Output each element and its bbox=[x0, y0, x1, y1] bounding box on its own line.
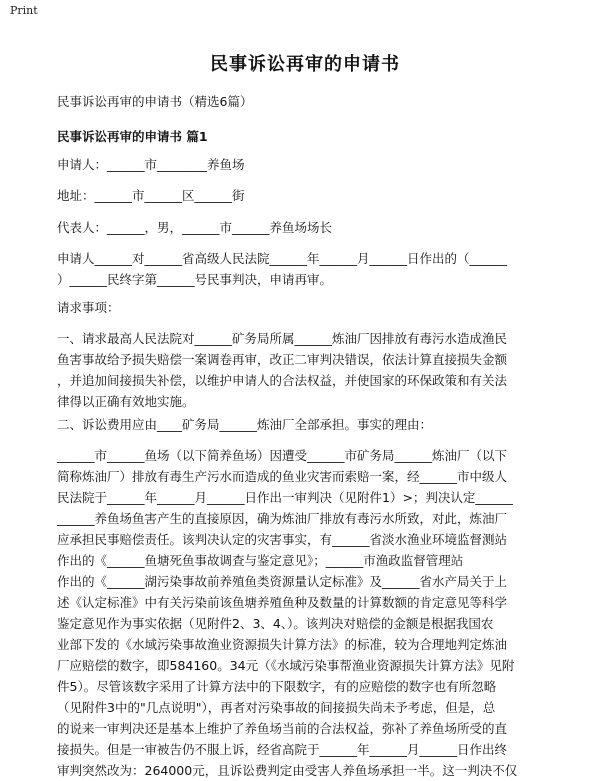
text-line: ______市______鱼场（以下简养鱼场）因遭受______市矿务局______炼油厂（以下 bbox=[57, 448, 508, 463]
text-line: 件5）。尽管该数字采用了计算方法中的下限数字，有的应赔偿的数字也有所忽略 bbox=[57, 679, 497, 694]
claims-heading: 请求事项： bbox=[57, 300, 120, 315]
text-line: 应承担民事赔偿责任。该判决认定的灾害事实，有______省淡水渔业环境监督测站 bbox=[57, 532, 508, 547]
claim-1-paragraph bbox=[57, 328, 553, 412]
representative-line: 代表人：______，男，______市______养鱼场场长 bbox=[57, 220, 333, 235]
text-line: 业部下发的《水域污染事故渔业资源损失计算方法》的标准，较为合理地判定炼油 bbox=[57, 637, 508, 652]
text-line: 厂应赔偿的数字，即584160。34元（《水域污染事帮渔业资源损失计算方法》见附 bbox=[57, 658, 515, 673]
text-line: 一、请求最高人民法院对______矿务局所属______炼油厂因排放有毒污水造成渔民 bbox=[57, 331, 508, 346]
text-line: 述《认定标准》中有关污染前该鱼塘养殖鱼种及数量的计算数额的肯定意见等科学 bbox=[57, 595, 508, 610]
facts-paragraph bbox=[57, 445, 553, 781]
request-paragraph bbox=[57, 248, 553, 290]
intro-text: 民事诉讼再审的申请书（精选6篇） bbox=[57, 94, 253, 109]
print-link[interactable]: Print bbox=[10, 4, 38, 17]
text-line: 申请人______对______省高级人民法院______年______月______日作出的（______ bbox=[57, 251, 508, 266]
text-line: 鉴定意见作为事实依据（见附件2、3、4、）。该判决对赔偿的金额是根据我国农 bbox=[57, 616, 494, 631]
document-title: 民事诉讼再审的申请书 bbox=[210, 54, 400, 75]
text-line: 审判突然改为：264000元，且诉讼费判定由受害人养鱼场承担一半。这一判决不仅 bbox=[57, 763, 518, 778]
text-line: ）______民终字第______号民事判决，申请再审。 bbox=[57, 272, 333, 287]
text-line: 鱼害事故给予损失赔偿一案调卷再审，改正二审判决错误，依法计算直接损失金额 bbox=[57, 352, 508, 367]
address-line: 地址：______市______区______街 bbox=[57, 188, 245, 203]
text-line: 律得以正确有效地实施。 bbox=[57, 394, 195, 409]
text-line: 简称炼油厂）排放有毒生产污水而造成的鱼业灾害而索赔一案，经______市中级人 bbox=[57, 469, 508, 484]
text-line: ______养鱼场鱼害产生的直接原因，确为炼油厂排放有毒污水所致，对此，炼油厂 bbox=[57, 511, 508, 526]
text-line: 的说来一审判决还是基本上维护了养鱼场当前的合法权益，弥补了养鱼场所受的直 bbox=[57, 721, 508, 736]
text-line: 作出的《______湖污染事故前养殖鱼类资源量认定标准》及______省水产局关于上 bbox=[57, 574, 508, 589]
claim-2-line: 二、诉讼费用应由____矿务局______炼油厂全部承担。事实的理由： bbox=[57, 417, 433, 432]
text-line: （见附件3中的"几点说明"），再者对污染事故的间接损失尚未予考虑，但是，总 bbox=[57, 700, 496, 715]
applicant-line: 申请人：______市________养鱼场 bbox=[57, 157, 245, 172]
text-line: 接损失。但是一审被告仍不服上诉，经省高院于______年______月______日作出终 bbox=[57, 742, 508, 757]
text-line: 民法院于______年______月______日作出一审判决（见附件1）>；判决认定______ bbox=[57, 490, 513, 505]
text-line: ，并追加间接损失补偿，以维护申请人的合法权益，并使国家的环保政策和有关法 bbox=[57, 373, 508, 388]
text-line: 作出的《______鱼塘死鱼事故调查与鉴定意见》；______市渔政监督管理站 bbox=[57, 553, 464, 568]
section-heading: 民事诉讼再审的申请书 篇1 bbox=[57, 129, 208, 144]
